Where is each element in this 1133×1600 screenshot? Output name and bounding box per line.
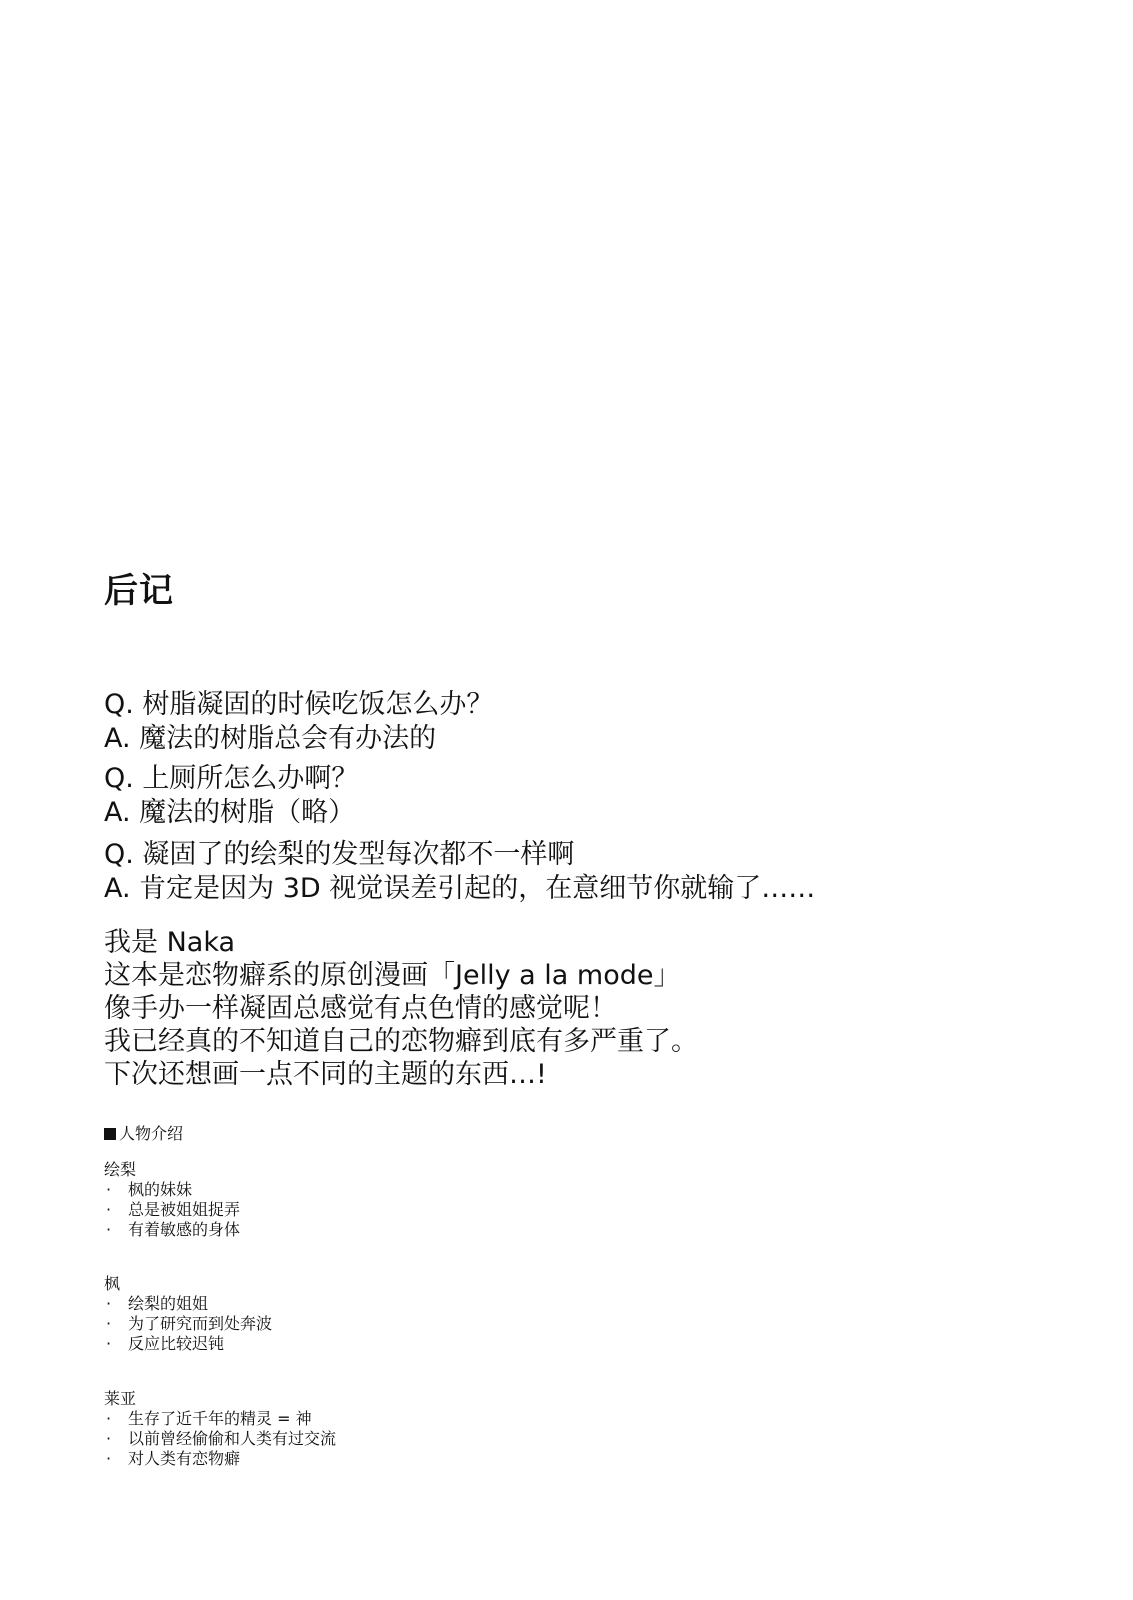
trait-text: 对人类有恋物癖 bbox=[128, 1449, 241, 1468]
answer: A. 肯定是因为 3D 视觉误差引起的，在意细节你就输了…… bbox=[104, 873, 816, 904]
trait-text: 有着敏感的身体 bbox=[128, 1220, 241, 1239]
author-note-line: 这本是恋物癖系的原创漫画「Jelly a la mode」 bbox=[104, 960, 681, 991]
bullet-icon: · bbox=[106, 1180, 112, 1199]
qa-pair-3 bbox=[104, 838, 1064, 906]
character-trait bbox=[104, 1314, 704, 1334]
author-note-line: 下次还想画一点不同的主题的东西…! bbox=[104, 1059, 547, 1090]
trait-text: 绘梨的姐姐 bbox=[128, 1294, 209, 1313]
bullet-icon: · bbox=[106, 1220, 112, 1239]
character-trait bbox=[104, 1180, 704, 1200]
qa-pair-2 bbox=[104, 762, 1064, 830]
character-eri bbox=[104, 1160, 704, 1240]
characters-heading bbox=[104, 1124, 183, 1144]
black-square-icon bbox=[104, 1128, 116, 1140]
qa-pair-1 bbox=[104, 688, 1064, 756]
character-name: 莱亚 bbox=[104, 1389, 137, 1408]
bullet-icon: · bbox=[106, 1449, 112, 1468]
character-name: 枫 bbox=[104, 1274, 121, 1293]
character-trait bbox=[104, 1429, 704, 1449]
trait-text: 为了研究而到处奔波 bbox=[128, 1314, 273, 1333]
author-note-line: 我已经真的不知道自己的恋物癖到底有多严重了。 bbox=[104, 1026, 698, 1057]
answer: A. 魔法的树脂总会有办法的 bbox=[104, 723, 437, 754]
trait-text: 生存了近千年的精灵 = 神 bbox=[128, 1409, 312, 1428]
answer: A. 魔法的树脂（略） bbox=[104, 797, 356, 828]
character-trait bbox=[104, 1449, 704, 1469]
trait-text: 以前曾经偷偷和人类有过交流 bbox=[128, 1429, 337, 1448]
page-title: 后记 bbox=[104, 571, 174, 611]
author-note-line: 我是 Naka bbox=[104, 927, 236, 958]
trait-text: 总是被姐姐捉弄 bbox=[128, 1200, 241, 1219]
character-trait bbox=[104, 1409, 704, 1429]
character-leah bbox=[104, 1389, 704, 1469]
author-note bbox=[104, 926, 1064, 1091]
characters-heading-label: 人物介绍 bbox=[119, 1124, 184, 1143]
character-trait bbox=[104, 1294, 704, 1314]
bullet-icon: · bbox=[106, 1200, 112, 1219]
bullet-icon: · bbox=[106, 1294, 112, 1313]
trait-text: 反应比较迟钝 bbox=[128, 1334, 225, 1353]
character-trait bbox=[104, 1200, 704, 1220]
bullet-icon: · bbox=[106, 1314, 112, 1333]
bullet-icon: · bbox=[106, 1334, 112, 1353]
character-trait bbox=[104, 1220, 704, 1240]
bullet-icon: · bbox=[106, 1409, 112, 1428]
character-name: 绘梨 bbox=[104, 1160, 137, 1179]
author-note-line: 像手办一样凝固总感觉有点色情的感觉呢！ bbox=[104, 993, 617, 1024]
character-trait bbox=[104, 1334, 704, 1354]
question: Q. 凝固了的绘梨的发型每次都不一样啊 bbox=[104, 839, 575, 870]
character-kaede bbox=[104, 1274, 704, 1354]
question: Q. 上厕所怎么办啊？ bbox=[104, 763, 359, 794]
bullet-icon: · bbox=[106, 1429, 112, 1448]
question: Q. 树脂凝固的时候吃饭怎么办？ bbox=[104, 689, 494, 720]
trait-text: 枫的妹妹 bbox=[128, 1180, 193, 1199]
